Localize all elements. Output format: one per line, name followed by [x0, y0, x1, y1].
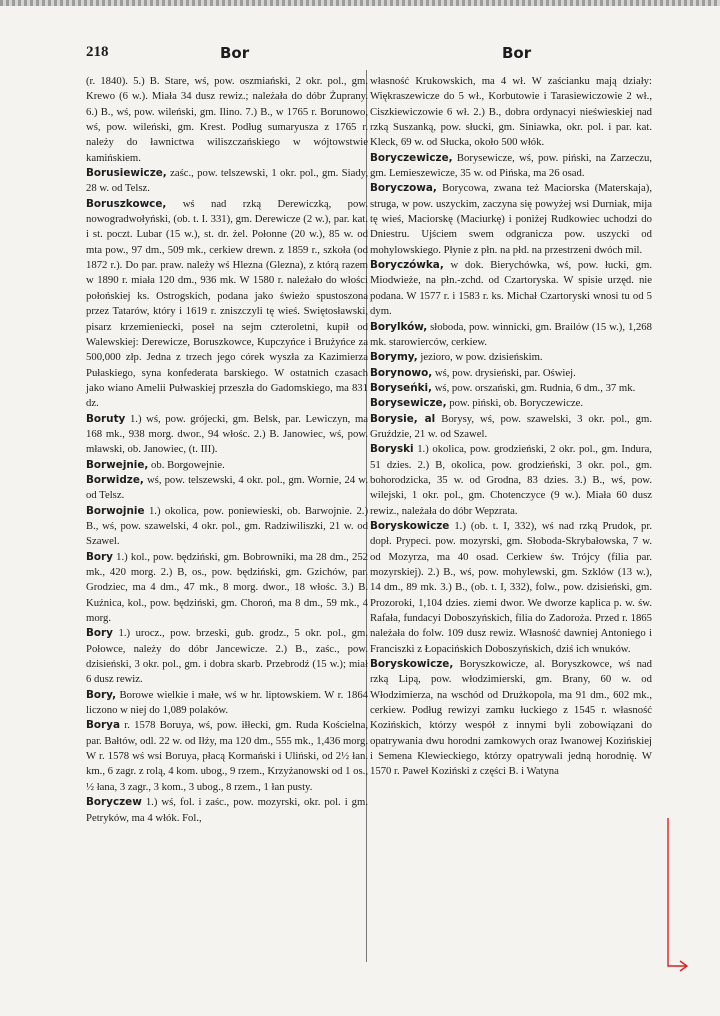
entry-headword: Boryski: [370, 443, 414, 456]
entry-headword: Boryseńki,: [370, 381, 433, 394]
dictionary-entry: [370, 151, 652, 182]
running-head-left: Bor: [220, 44, 250, 62]
dictionary-entry: [86, 550, 368, 627]
entry-headword: Boruszkowce,: [86, 197, 167, 210]
page-number: 218: [86, 44, 109, 60]
dictionary-entry: [370, 366, 652, 381]
entry-text: słoboda, pow. winnicki, gm. Brailów (15 w.), 1,268 mk. starowierców, cerkiew.: [370, 320, 652, 348]
dictionary-entry: [370, 181, 652, 258]
entry-headword: Boryczewicze,: [370, 151, 453, 164]
entry-text: 1.) okolica, pow. grodzieński, 2 okr. pol., gm. Indura, 51 dzies. 2.) B, okolica, pow. grodzieński, 3 okr. pol., gm. bohorodzicka, 35 w. od Grodna, 83 dzies. 3.) B., wś, pow. wilejski, 1 okr. pol., gm. Chotenczyce (9 w.). Miała 60 dusz rewiz., należała do dóbr Wepzrata.: [370, 443, 653, 517]
dictionary-entry: [86, 688, 368, 719]
entry-text: własność Krukowskich, ma 4 wł. W zaścianku mają działy: Więkraszewicze do 5 wł., Korbutowie i Tarasiewiczowie 2 wł., Ciszkiewiczowie 6 wł. 2.) B., dobra ordynacyi nieświeskiej nad rzką Suszanką, pow. słucki, gm. Siniawka, okr. pol. i par. kat. Kleck, 69 w. od Słucka, około 500 włók.: [370, 75, 652, 149]
dictionary-entry: [370, 396, 652, 411]
entry-text: jezioro, w pow. dzisieńskim.: [420, 351, 543, 364]
entry-headword: Borylków,: [370, 320, 428, 333]
entry-text: 1.) urocz., pow. brzeski, gub. grodz., 5 okr. pol., gm. Połowce, należy do dóbr Jancewicze. 2.) B., zaśc., pow. dzisieński, 3 okr. pol., gm. i dobra skarb. Przebrodź (15 w.); miał 6 dusz rewiz.: [86, 627, 369, 686]
entry-text: Borowe wielkie i małe, wś w hr. liptowskiem. W r. 1864 liczono w niej do 1,089 polaków.: [86, 688, 369, 717]
entry-text: wś, pow. telszewski, 4 okr. pol., gm. Wornie, 24 w. od Telsz.: [86, 473, 368, 502]
dictionary-entry: [86, 412, 368, 458]
entry-text: pow. piński, ob. Boryczewicze.: [449, 397, 583, 410]
entry-text: 1.) wś, fol. i zaśc., pow. mozyrski, okr. pol. i gm. Petryków, ma 4 włók. Fol.,: [86, 796, 369, 824]
dictionary-entry: [370, 320, 652, 351]
entry-headword: Boryczówka,: [370, 259, 444, 272]
dictionary-entry: [370, 381, 652, 396]
entry-headword: Borymy,: [370, 351, 418, 364]
dictionary-entry: [370, 258, 652, 319]
entry-headword: Boryczew: [86, 796, 142, 809]
entry-text: 1.) okolica, pow. poniewieski, ob. Barwojnie. 2.) B., wś, pow. szawelski, 4 okr. pol., gm. Radziwiliszki, 21 w. od Szawel.: [86, 504, 369, 548]
dictionary-entry: [86, 74, 368, 166]
entry-headword: Borya: [86, 719, 120, 732]
entry-headword: Borusiewicze,: [86, 167, 167, 180]
dictionary-entry: [86, 458, 368, 473]
dictionary-entry: [86, 197, 368, 412]
entry-headword: Bory: [86, 627, 113, 640]
page-header: [86, 44, 696, 66]
corner-arrow-icon: [664, 816, 690, 976]
entry-text: zaśc., pow. telszewski, 1 okr. pol., gm. Siady, 28 w. od Telsz.: [86, 167, 368, 195]
dictionary-entry: [86, 166, 368, 197]
running-head-right: Bor: [502, 44, 532, 62]
dictionary-entry: [86, 718, 368, 795]
dictionary-entry: [86, 504, 368, 550]
entry-text: 1.) (ob. t. I, 332), wś nad rzką Prudok, pr. dopł. Prypeci. pow. mozyrski, gm. Słoboda-Skrybałowska, 7 w. od Mozyrza, ma 40 osad. Cerkiew św. Trójcy (filia par. mozyrskiej). 2.) B., wś, pow. mohylewski, gm. Szklów (13 w.), 14 dm., 89 mk. 3.) B., (ob. t. I, 332), folw., pow. dzisieński, gm. Prozoroki, 1,104 dzies. ziemi dwor. We dworze kaplica p. w. św. Rafała, fundacyi Doboszyńskich, filia do Zadoroża. Przed r. 1865 należała do folw. 109 dusz rewiz. Własność dawniej Antoniego i Franciszki z Łopacińskich Doboszyńskich, dziś ich wnuków.: [370, 519, 652, 655]
entry-headword: Borwidze,: [86, 473, 144, 486]
entry-text: Borycowa, zwana też Maciorska (Materskaja), struga, w pow. uszyckim, zaczyna się powyżej wsi Durniak, mija tę wieś, Maciorskę (Maciurkę) i poniżej Rudkowiec uchodzi do Dniestru. Ujściem swem odgranicza pow. uszycki od mohylowskiego. Płynie z płn. na płd. na przestrzeni dwóch mil.: [370, 182, 652, 256]
entry-text: wś, pow. orszański, gm. Rudnia, 6 dm., 37 mk.: [434, 381, 636, 394]
entry-headword: Borwejnie,: [86, 458, 149, 471]
left-column: [86, 74, 368, 826]
entry-text: Boryszkowicze, al. Boryszkowce, wś nad rzką Lipą, pow. włodzimierski, gm. Brany, 60 w. od Włodzimierza, na wschód od Drużkopola, ma 91 dm., 602 mk., cerkiew. Podług rewizyi zamku łuckiego z 1545 r. własność Kozińskich, którzy wespół z innymi byli zobowiązani do opatrywania dwu horodni zamkowych oraz Iwanowej Kozińskiej i Semena Klewieckiego, którzy opatrywali jedną horodnię. W 1570 r. Paweł Koziński z części B. i Watyna: [370, 658, 653, 778]
entry-text: ob. Borgowejnie.: [151, 458, 225, 471]
entry-headword: Borynowo,: [370, 366, 433, 379]
entry-text: r. 1578 Boruya, wś, pow. iłłecki, gm. Ruda Kościelna, par. Bałtów, odl. 22 w. od Iłży, ma 120 dm., 555 mk., 1,436 morg. W r. 1578 wś wsi Boruya, płacą Kormański i Uliński, od 2½ łan. km., 6 zagr. z rolą, 4 kom. ubog., 9 rzem., Krzyżanowski od 1 os., ½ łana, 3 zagr., 3 kom., 3 ubog., 8 rzem., 1 łan pusty.: [86, 719, 369, 793]
entry-text: wś nad rzką Derewiczką, pow. nowogradwołyński, (ob. t. I. 331), gm. Derewicze (2 w.), par. kat. i st. poczt. Lubar (15 w.), st. dr. żel. Połonne (20 w.), 85 w. od mta pow., 97 dm., 509 mk., cerkiew drewn. z 1859 r., szkoła (od 1872 r.). Do par. praw. należy wś Hlezna (Glezna), z którą razem w 1890 r. miała 120 dm., 936 mk. W 1580 r. należało do włości połońskiej ks. Ostrogskich, podana jako świeżo spustoszona przez Tatarów, który i 1619 r. zniszczyli tę wieś. Swiętosławski, pisarz krzemieniecki, poseł na sejm czteroletni, kupił od Walewskiej: Derewicze, Boruszkowce, Kupczyńce i Brużyńce za 500,000 złp. Jedna z trzech jego córek wyszła za Kazimierza Pułaskiego, syna konfederata barskiego. W ostatnich czasach jako wiano Amelii Pułwaskiej przeszła do Gadomskiego, ma 831 dz.: [86, 197, 368, 410]
entry-text: wś, pow. drysieński, par. Oświej.: [434, 366, 576, 379]
entry-text: 1.) kol., pow. będziński, gm. Bobrowniki, ma 28 dm., 252 mk., 420 morg. 2.) B, os., pow. będziński, gm. Gzichów, par. Grodziec, ma 4 dm., 47 mk., 8 morg. dwor., 18 włośc. 3.) B. Kuźnica, kol., pow. będziński, gm. Choroń, ma 8 dm., 59 mk., 4 morg.: [86, 550, 369, 625]
dictionary-entry: [370, 442, 652, 519]
entry-text: Borysewicze, wś, pow. piński, na Zarzeczu, gm. Lemieszewicze, 35 w. od Pińska, ma 26 osad.: [370, 151, 653, 180]
entry-text: (r. 1840). 5.) B. Stare, wś, pow. oszmiański, 2 okr. pol., gm. Krewo (6 w.). Miała 34 dusz rewiz.; należała do dóbr Żuprany. 6.) B., wś, pow. wileński, gm. Ilino. 7.) B., w 1765 r. Borunowo, wś, pow. wileński, gm. Krest. Podług sumaryusza z 1765 r. należy do ławnictwa wiliszczańskiego w wójtowstwie kamińskiem.: [86, 75, 368, 164]
dictionary-entry: [370, 519, 652, 657]
dictionary-entry: [370, 657, 652, 780]
dictionary-entry: [370, 350, 652, 365]
entry-headword: Bory,: [86, 688, 117, 701]
dictionary-entry: [86, 626, 368, 687]
dictionary-entry: [86, 795, 368, 826]
dictionary-entry: [86, 473, 368, 504]
entry-text: 1.) wś, pow. grójecki, gm. Belsk, par. Lewiczyn, ma 168 mk., 938 morg. dwor., 94 włośc. 2.) B. Janowiec, wś, pow. mławski, ob. Janowiec, (t. III).: [86, 412, 368, 456]
entry-headword: Boryskowicze: [370, 519, 450, 532]
entry-headword: Boryczowa,: [370, 182, 437, 195]
dictionary-entry: [370, 74, 652, 151]
entry-headword: Borysewicze,: [370, 397, 447, 410]
entry-headword: Boryskowicze,: [370, 658, 454, 671]
entry-text: w dok. Bierychówka, wś, pow. łucki, gm. Miodwieże, na płn.-zchd. od Czartoryska. W spisie urzęd. nie podana. W 1577 r. i 1583 r. ks. Michał Czartoryski wnosi tu od 5 dym.: [370, 259, 652, 318]
entry-headword: Boruty: [86, 412, 126, 425]
dictionary-entry: [370, 412, 652, 443]
scan-top-edge: [0, 0, 720, 6]
entry-text: Borysy, wś, pow. szawelski, 3 okr. pol., gm. Gruździe, 21 w. od Szawel.: [370, 412, 653, 440]
entry-headword: Bory: [86, 550, 113, 563]
right-column: [370, 74, 652, 780]
entry-headword: Borysie, al: [370, 412, 436, 425]
entry-headword: Borwojnie: [86, 504, 145, 517]
